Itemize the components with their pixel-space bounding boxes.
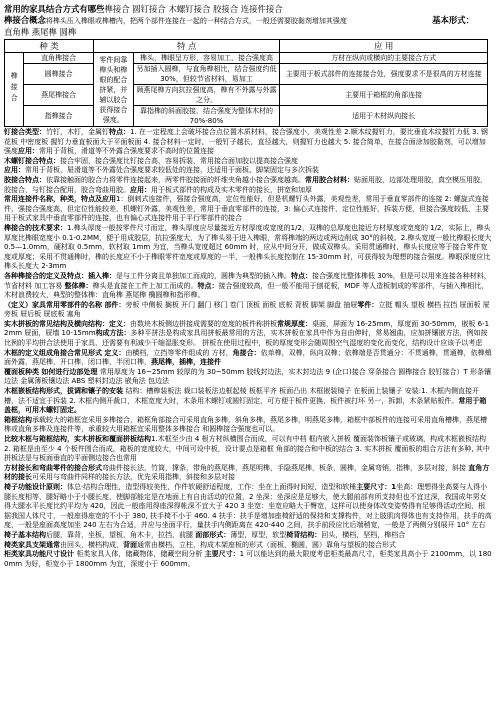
paragraph-heading: 特点： — [197, 281, 219, 290]
feature-cell: 顾燕尾榫方向抗拉强度高，榫有不外露与外露之分。 — [133, 85, 280, 106]
paragraph-heading: 钉接合类型： — [4, 128, 46, 136]
paragraph — [4, 128, 492, 157]
paragraph-text: 桌面，屏面为 16-25mm，厚度面 30-50mm，嵌板 6-12mm 屉面，屉墙 10-15mm — [4, 319, 490, 338]
paragraph — [4, 387, 492, 416]
paragraph-heading: 椅子功能设计原则： — [4, 482, 67, 491]
paragraph-text: 贴面用胶，边部处理用胶，真空模压用胶，胶接合，与钉接合配用，胶合弯曲用胶。 — [4, 175, 487, 194]
table-header-row — [5, 40, 488, 53]
paragraph-text: 接合强度比整体榫低 30%，但是可以用来连接各种材料，节省材料 加工容易 — [4, 271, 491, 290]
paragraph-heading: 构成方法： — [95, 329, 131, 338]
table-row — [5, 85, 488, 106]
paragraph-heading: 椅类家具支架通常 — [4, 540, 60, 549]
paragraph-text: 结构：槽榫装板法 裁口装板法边框起棱 板框平齐 板面凸出 木框嵌装镜子 在板面上装镶子 安装:1. 木框内侧直接开槽，法不适宜于拆装 2. 木框内侧开裁口，木框宽度大时，木条用木螺钉或圆钉固定，可方便于板件更换，板件被打坏 另一，拆卸，木条紧贴板件。 — [4, 387, 480, 405]
paragraph-text: 由横档，立挡等零件组成的 方材， — [125, 348, 233, 357]
paragraph — [4, 301, 492, 320]
paragraph-heading: 主要尺寸：1 — [356, 482, 397, 491]
paragraph-heading: 方材接长和弯曲零件的接合形式 — [4, 463, 102, 472]
paragraph-text: 接合牢固，接合强度比钉接合高，容易拆装，常用接合面加胶以提高接合强度 — [60, 156, 298, 165]
paragraph-text: 1.榫头厚度一般按零件尺寸而定，榫头厚度应尽量接近方材厚度或宽度的1/2，双榫的总厚度也接近方材厚度或宽度的 1/2，实际上，榫头厚度比榫眼宽度小 0.1-0.2MM，便于用成胶层，抗拉强度大，为了榫头易于进入榫眼，常将榫端的两边或两边削成 30°的斜棱。2.榫头宽度一般比榫眼长度大 0.5—1.0mm，硬材取 0.5mm，软材取 1mm 为宜，当榫头宽度超过 60mm 时，应从中间分开，做成双榫头。采用贯通榫时，榫头长度应等于接合零件宽度或厚度；采用不贯通榫时，榫的长度应不小于榫眼零件宽度或厚度的一半，一般榫头长度控制在 15-30mm 时，可获得较为理想的接合强度。榫眼深度应比榫头长度大 2-3mm — [4, 223, 492, 271]
paragraph — [4, 272, 492, 301]
paragraph-text: 1.木框至少由 4 根方材纵横围合而成，可以有中档 框内嵌入拼板 覆面装饰板镶子或玻璃，构成木框嵌板结构 2. 箱框是由至少 4 个板件围合而成，箱板的宽度较大，中间可设中板，设计要点是箱框 角部的接合和中板的结合 3. 实木拼板 覆面板的组合方法有多种, 其中 拼板法是与板面垂直的平面侧边接合也常用 — [4, 435, 490, 463]
paragraph-text: 常用于背板，屉滑道等不外露处合强度要求较低处的连接，还适用于面板、脚架固定与多次拆装 — [25, 166, 319, 175]
paragraph — [4, 157, 492, 167]
paragraph-heading: 常用胶合材料： — [305, 175, 354, 184]
paragraph-heading: 实木拼板的常见结构及横向结构：定义： — [4, 319, 130, 328]
common-feature-cell: 零件间靠榫头和榫眼的配合挤紧，并辅以胶合获得接合强度。 — [94, 53, 133, 127]
paragraph-heading: 部件： — [104, 300, 126, 309]
paragraph-heading: 角接合： — [232, 348, 261, 357]
paragraph — [4, 416, 492, 435]
paragraph-heading: 面部形式： — [195, 530, 231, 539]
paragraph-heading: 木框嵌板结构形式，拔调和镶子的安装 — [4, 387, 126, 396]
paragraph-heading: 应用： — [4, 166, 25, 175]
paragraph-heading: 零件： — [357, 300, 379, 309]
paragraph-heading: 特点： — [109, 128, 130, 136]
paragraph — [4, 531, 492, 541]
type-cell: 直角榫接合 — [24, 53, 94, 64]
app-cell: 主要用于板式部件的连接接合处，强度要求不是很高的方材连接 — [280, 64, 488, 85]
paragraph-text: 坐高：理想得坐高要与人得小腿长度相等，腿好略小于小腿长度，使脚部能定是在地面上有自由活动的位置，2 坐深：坐深应是足够大，使大腿前部有所支持但也不宜过深，我国成年男女得大腿水平长度比约平均为 420，因此一般座用得座深得帐深不宜大于 420 3 坐宽：坐宽应略大于臀宽，这样可以使身体改变姿势得有足够得活动空间，根据我国人体尺寸，一般座得座宽的不小于 380, 扶手椅不小于 460. 4 扶手：扶手是增加座椅舒适的保持和支撑构件，对上肢肌肉得体也有支持作用，扶手的高度，一般是座面高度加坐 240 左右为合适，并应与坐面平行，量扶手内侧距离在 420-440 之间，扶手前段应比后端稍宽，一般是了两侧分别展开 10° 左右 — [4, 482, 492, 530]
paragraph — [4, 349, 492, 368]
paragraph-heading: 主要尺寸： — [204, 550, 240, 559]
paragraph-text: 旁板 中侧板 搁板 开门 翻门 移门 卷门 顶板 面板 底板 背板 脚架 脚盘 抽屉 — [125, 300, 358, 309]
paragraph-heading: 各种榫接合的定义及特点：插入榫： — [4, 271, 116, 280]
paragraph-text: 1：倒刺式连接件，强接合强度高，定位性能好，但是机螺钉头外露，美观性差，常用于垂直零部件的连接 2: 螺旋式连接件，强接合强度高，但定位性能较差，机螺钉外露，美观性差，常用于垂直零部件的连接，3: 偏心式连接件，定位性能好，拆装方便，但接合强度较低，主要用于板式家具中垂直零部件的连接，也有偏心式连接件用于平行零部件的接合 — [4, 195, 490, 223]
paragraph-text: 用于板式部件的构成及实木零件的接长，拼宽和加厚 — [151, 185, 312, 194]
paragraph — [4, 368, 492, 387]
app-cell: 主要用于箱框的角部连接 — [280, 85, 488, 106]
paragraph-heading: 木框的定义组成角接合常见形式 定义： — [4, 348, 126, 357]
paragraph-text: 1. 在一定程度上会破坏接合点位置木质材料，接合强度小，美观性差 2.顺木纹握钉力，要比垂直木纹握钉力低 3. 钢花板 中密度板 握钉力垂直板面大于平面板面 4. 接合材料一定时，一般钉子越长，直径越大，则握钉力也越大 5. 接合简单，在接合面涂加胶黏剂，可以增加强度 — [4, 128, 488, 156]
paragraph-text: 常用于背板，滑道等不外露合强度要求不高时的位置连接 — [39, 147, 214, 156]
paragraph-text: 回头，横档，坚档，榫档合 — [321, 530, 406, 539]
paragraph — [4, 195, 492, 224]
paragraph-heading: 常规厚度： — [277, 319, 312, 328]
table-row — [5, 64, 488, 85]
paragraph-text: 是与工件分离且单独加工而成的，圆榫为典型的插入榫。 — [116, 271, 291, 280]
type-cell: 指榫接合 — [24, 106, 94, 127]
paragraph — [4, 541, 492, 551]
paragraph-heading: 常用连接件名称，种类，特点及应用 — [4, 195, 116, 204]
paragraph — [4, 224, 492, 272]
app-cell: 方材在纵向或横向的主要接合方式 — [280, 53, 488, 64]
paragraph — [4, 464, 492, 483]
paragraph — [4, 435, 492, 464]
paragraph-heading: 燕尾榫，插榫，连接件 — [151, 358, 221, 367]
paragraph-heading: 比较木框与箱框结构，实木拼板和覆面拼板结构 — [4, 435, 151, 443]
col-feature-header: 特 点 — [94, 40, 280, 53]
feature-cell: 另加插入圆榫，与直角榫相比，结合强度约低30%，但较节省材料，易加工 — [133, 64, 280, 85]
side-label: 榫接合 — [10, 71, 19, 105]
paragraph-text: 1 可以能达到的最大限度考虑柜类最高尺寸，柜类家具高小于 2100mm，以 1800mm 为好，柜宽小于 1800mm 为宜，深度小于 600mm。 — [4, 550, 492, 568]
paragraph-heading: 应用： — [18, 147, 39, 156]
paragraph-text: 依靠接触面的胶合力将零件连接起来，两零件胶接面的纤维夹角越小接合强度越高。 — [46, 175, 305, 184]
table-row — [5, 53, 488, 64]
col-app-header: 应 用 — [280, 40, 488, 53]
paragraph-heading: 背面 — [123, 540, 137, 549]
table-row — [5, 106, 488, 127]
col-type-header: 种 类 — [5, 40, 94, 53]
paragraph-text: 常用厚度为 16~25mm 较厚的为 30~50mm 胶线封边法，实木封边法 9 (企口)接合 穿条接合 圆榫接合 胶钉接合）T 形条镶边法 金属薄板镶边法 ABS 塑料封边法 嵌角法 包边法 — [4, 367, 491, 386]
paragraph-text: 多种平拼法是构成家具用拼板最常用的方法，实木拼板在家具中作为自由伸时，常易翘曲，应加拼镶嵌方法，例如按比例的平均拼合法使用于家具，还需要有利减少干缩湿胀变形。 拼板在使用过程中，板的厚度变形会随周围空气湿度的变化而变化，结构设计应该予以考虑 — [4, 329, 488, 348]
paragraph-heading: 椅子基本结构 — [4, 530, 46, 539]
paragraph — [4, 483, 492, 531]
paragraph-heading: 榫接合的技术要求： — [4, 223, 67, 232]
basic-form-label: 基本形式： — [432, 15, 474, 25]
body-text — [4, 128, 492, 569]
paragraph-text: 后腿，靠背，坐板，望板，角木卡，拉挡，前腿 — [46, 530, 196, 539]
paragraph-text: 通常由横档，立柱，构成木架座板的形式（面板，椭圆，圆）靠角与望板的接合形式 — [137, 540, 396, 549]
paragraph-text: 榫头是直接在工件上加工而成的。 — [92, 281, 198, 290]
paragraph-text: 立挺 帽头 望板 横档 拉挡 屉面板 屉旁板 屉后板 屉底板 塞角 — [4, 300, 490, 319]
paragraph-heading: 直角方材的接长 — [4, 463, 490, 482]
paragraph-heading: 整体榫： — [64, 281, 93, 290]
header — [4, 4, 492, 38]
paragraph-text: 薄型，厚型，软型 — [230, 530, 287, 539]
paragraph-heading: 特点： — [291, 271, 312, 280]
paragraph-text: 由回头，横档构成， — [60, 540, 123, 549]
paragraph-heading: 椅背结构： — [286, 530, 322, 539]
paragraph — [4, 550, 492, 569]
paragraph — [4, 320, 492, 349]
paragraph-heading: 胶接合特点： — [4, 175, 46, 184]
paragraph-heading: 常用于箱盖框，可用木螺钉固定。 — [4, 396, 487, 415]
feature-cell: 榫头，榫眼呈方形，容易加工，接合强度高 — [133, 53, 280, 64]
paragraph-text: 竹钉，木钉，金属钉 — [46, 128, 109, 136]
basic-form-list: 直角榫 燕尾榫 圆榫 — [4, 27, 77, 37]
paragraph-heading: 应用： — [130, 185, 151, 194]
paragraph-text: 依单榫，双榫，纵向双榫；依榫端是否贯通分：不贯通榫，贯通榫，依榫頰面外露，燕尾榫，开口榫，闭口榫，半闭口榫， — [4, 348, 492, 367]
paragraph-text: 弯曲件接长法，竹筒，撑条，带角的燕尾榫，燕尾明榫，手隐燕尾榫，板条，圆榫，金属弯销，指榫，多层对接，斜接 — [102, 463, 469, 472]
paragraph — [4, 166, 492, 176]
header-title-rest: 榫接合 圆钉接合 木螺钉接合 胶接合 连接件接合 — [104, 4, 283, 14]
mortise-joint-table — [4, 39, 488, 127]
type-cell: 圆榫接合 — [24, 64, 94, 85]
paragraph — [4, 176, 492, 195]
paragraph-text: 柜类家具人体，储藏物体，储藏空间分析 — [76, 550, 205, 559]
paragraph-text: 承载较大的箱框宜采用多榫接合，箱框角部接合可采用直角多榫，斜角多榫，燕尾多榫，明燕尾多榫，箱框中部板件的连接可采用直角槽榫，燕尾槽榫或直角多榫及连接件等，承重较大用箱框宜采用整体多榫接合 和圆榫接合强度也可以。 — [4, 415, 487, 434]
paragraph-text: 体总·结构合理性，造型得较美性，作件软硬舒适程度，工作：坐在上面得时间短，造型和软棰 — [67, 482, 357, 491]
paragraph-heading: 覆面板种类 如何进行边部处理 — [4, 367, 100, 376]
paragraph-text: 可采用与弯曲件同样的接长方法，优先采用指榫，斜接和多层对接 — [32, 473, 235, 482]
header-title: 常用的家具结合方式有哪些 — [4, 4, 105, 14]
paragraph-text: 接合强度较高，但一般不能用于刨花板，MDF 等人造板制成的零部件，与插入榫相比，木材浪费较大，典型的整体榫：直角榫 燕尾榫 椭圆榫和指形榫。 — [4, 281, 489, 300]
feature-cell: 靠指榫的斜面胶接，结合强度为整体木材的70%-80% — [133, 106, 280, 127]
side-label-cell — [5, 53, 24, 127]
type-cell: 燕尾榫接合 — [24, 85, 94, 106]
mortise-concept-text: 将榫头压入榫眼或榫槽内，把两个部件连接在一起的一种结合方式，一般还需要胶黏剂增加其强度 — [45, 17, 347, 25]
mortise-concept-label: 榫接合概念 — [4, 15, 46, 25]
paragraph-heading: 箱框结构 — [4, 415, 32, 424]
paragraph-heading: 木螺钉接合特点： — [4, 156, 60, 165]
paragraph-heading: 柜类家具功能尺寸设计 — [4, 550, 77, 559]
paragraph-text: 由数块木板侧边拼接成需要的宽度的板件称拼板 — [130, 319, 277, 328]
app-cell: 适用于木材纵向接长 — [280, 106, 488, 127]
paragraph-heading: （定义）家具常用零部件的名称 — [4, 300, 105, 309]
